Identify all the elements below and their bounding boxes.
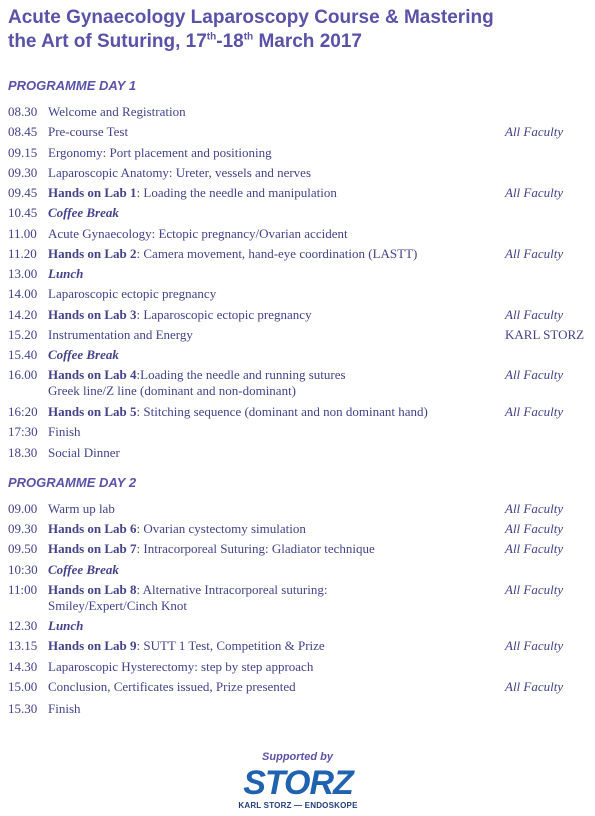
lab-label: Hands on Lab 3 xyxy=(48,307,137,322)
title-text: -18 xyxy=(216,31,244,52)
row-time: 14.30 xyxy=(8,659,38,674)
title-line-1: Acute Gynaecology Laparoscopy Course & Mastering xyxy=(8,7,494,28)
row-description xyxy=(48,679,508,695)
break-label: Lunch xyxy=(48,266,84,281)
row-description xyxy=(48,562,508,578)
lab-label: Hands on Lab 4 xyxy=(48,367,137,382)
title-text: March 2017 xyxy=(253,31,362,52)
row-description xyxy=(48,521,508,537)
row-description xyxy=(48,659,508,675)
description-text: : Intracorporeal Suturing: Gladiator technique xyxy=(136,541,375,556)
title-sup: th xyxy=(206,31,217,43)
description-text: Ergonomy: Port placement and positioning xyxy=(48,145,272,160)
description-text: Finish xyxy=(48,424,81,439)
break-label: Coffee Break xyxy=(48,562,119,577)
row-description xyxy=(48,307,508,323)
row-faculty: KARL STORZ xyxy=(505,327,585,342)
description-text: Warm up lab xyxy=(48,501,115,516)
row-time: 12.30 xyxy=(8,618,38,633)
description-text: Laparoscopic Anatomy: Ureter, vessels and nerves xyxy=(48,165,312,180)
row-time: 08.30 xyxy=(8,104,38,119)
row-description xyxy=(48,404,508,420)
row-description xyxy=(48,226,508,242)
row-time: 09.45 xyxy=(8,185,38,200)
row-faculty: All Faculty xyxy=(505,501,564,516)
description-text: : Camera movement, hand-eye coordination (LASTT) xyxy=(136,246,418,261)
title-line-2 xyxy=(8,30,588,54)
row-description xyxy=(48,541,508,557)
row-time: 10.45 xyxy=(8,205,38,220)
row-description xyxy=(48,582,508,614)
row-time: 08.45 xyxy=(8,124,38,139)
logo-wordmark: STORZ xyxy=(243,764,353,802)
row-time: 15.40 xyxy=(8,347,38,362)
description-text: Finish xyxy=(48,701,81,716)
description-text: Instrumentation and Energy xyxy=(48,327,193,342)
row-faculty: All Faculty xyxy=(505,521,564,536)
page-title xyxy=(8,6,588,54)
row-time: 09.30 xyxy=(8,521,38,536)
row-faculty: All Faculty xyxy=(505,404,564,419)
row-description xyxy=(48,701,508,717)
lab-label: Hands on Lab 8 xyxy=(48,582,137,597)
row-description xyxy=(48,327,508,343)
description-text: : Alternative Intracorporeal suturing: xyxy=(136,582,328,597)
row-description xyxy=(48,424,508,440)
row-description xyxy=(48,445,508,461)
row-time: 11.00 xyxy=(8,226,37,241)
lab-label: Hands on Lab 6 xyxy=(48,521,137,536)
row-faculty: All Faculty xyxy=(505,541,564,556)
row-faculty: All Faculty xyxy=(505,679,564,694)
storz-logo xyxy=(228,766,368,814)
row-time: 14.00 xyxy=(8,286,38,301)
row-description xyxy=(48,165,508,181)
description-text: Pre-course Test xyxy=(48,124,129,139)
row-time: 13.00 xyxy=(8,266,38,281)
description-text: : Ovarian cystectomy simulation xyxy=(136,521,306,536)
description-text-line-2: Greek line/Z line (dominant and non-dominant) xyxy=(48,383,297,398)
row-description xyxy=(48,145,508,161)
row-description xyxy=(48,185,508,201)
description-text: : SUTT 1 Test, Competition & Prize xyxy=(136,638,325,653)
lab-label: Hands on Lab 7 xyxy=(48,541,137,556)
row-faculty: All Faculty xyxy=(505,367,564,382)
description-text: Social Dinner xyxy=(48,445,120,460)
logo-subtitle: KARL STORZ — ENDOSKOPE xyxy=(238,801,358,810)
description-text: Laparoscopic ectopic pregnancy xyxy=(48,286,217,301)
row-time: 17:30 xyxy=(8,424,38,439)
description-text: Conclusion, Certificates issued, Prize presented xyxy=(48,679,296,694)
lab-label: Hands on Lab 5 xyxy=(48,404,137,419)
break-label: Coffee Break xyxy=(48,347,119,362)
row-time: 16.00 xyxy=(8,367,38,382)
row-description xyxy=(48,618,508,634)
row-time: 09.00 xyxy=(8,501,38,516)
break-label: Lunch xyxy=(48,618,84,633)
description-text: :Loading the needle and running sutures xyxy=(136,367,346,382)
row-description xyxy=(48,266,508,282)
row-description xyxy=(48,205,508,221)
row-time: 15.00 xyxy=(8,679,38,694)
row-time: 14.20 xyxy=(8,307,38,322)
row-description xyxy=(48,286,508,302)
row-faculty: All Faculty xyxy=(505,246,564,261)
description-text: Welcome and Registration xyxy=(48,104,186,119)
row-faculty: All Faculty xyxy=(505,638,564,653)
title-sup: th xyxy=(243,31,254,43)
lab-label: Hands on Lab 2 xyxy=(48,246,137,261)
break-label: Coffee Break xyxy=(48,205,119,220)
row-time: 09.30 xyxy=(8,165,38,180)
row-faculty: All Faculty xyxy=(505,185,564,200)
row-description xyxy=(48,638,508,654)
day2-heading: PROGRAMME DAY 2 xyxy=(8,475,137,490)
row-time: 16:20 xyxy=(8,404,38,419)
day1-heading: PROGRAMME DAY 1 xyxy=(8,78,137,93)
row-description xyxy=(48,347,508,363)
row-faculty: All Faculty xyxy=(505,582,564,597)
row-faculty: All Faculty xyxy=(505,124,564,139)
row-time: 11:00 xyxy=(8,582,38,597)
title-text: the Art of Suturing, 17 xyxy=(8,31,207,52)
lab-label: Hands on Lab 9 xyxy=(48,638,137,653)
description-text: Laparoscopic Hysterectomy: step by step approach xyxy=(48,659,314,674)
row-time: 09.15 xyxy=(8,145,38,160)
row-time: 11.20 xyxy=(8,246,37,261)
description-text: : Stitching sequence (dominant and non dominant hand) xyxy=(136,404,428,419)
row-time: 13.15 xyxy=(8,638,38,653)
description-text: : Laparoscopic ectopic pregnancy xyxy=(136,307,312,322)
row-time: 15.30 xyxy=(8,701,38,716)
description-text-line-2: Smiley/Expert/Cinch Knot xyxy=(48,598,188,613)
row-faculty: All Faculty xyxy=(505,307,564,322)
supported-by-label: Supported by xyxy=(262,751,333,763)
row-description xyxy=(48,367,508,399)
row-time: 09.50 xyxy=(8,541,38,556)
row-time: 18.30 xyxy=(8,445,38,460)
description-text: : Loading the needle and manipulation xyxy=(136,185,337,200)
row-description xyxy=(48,124,508,140)
row-description xyxy=(48,104,508,120)
row-time: 15.20 xyxy=(8,327,38,342)
row-description xyxy=(48,246,508,262)
row-description xyxy=(48,501,508,517)
description-text: Acute Gynaecology: Ectopic pregnancy/Ovarian accident xyxy=(48,226,348,241)
row-time: 10:30 xyxy=(8,562,38,577)
lab-label: Hands on Lab 1 xyxy=(48,185,137,200)
